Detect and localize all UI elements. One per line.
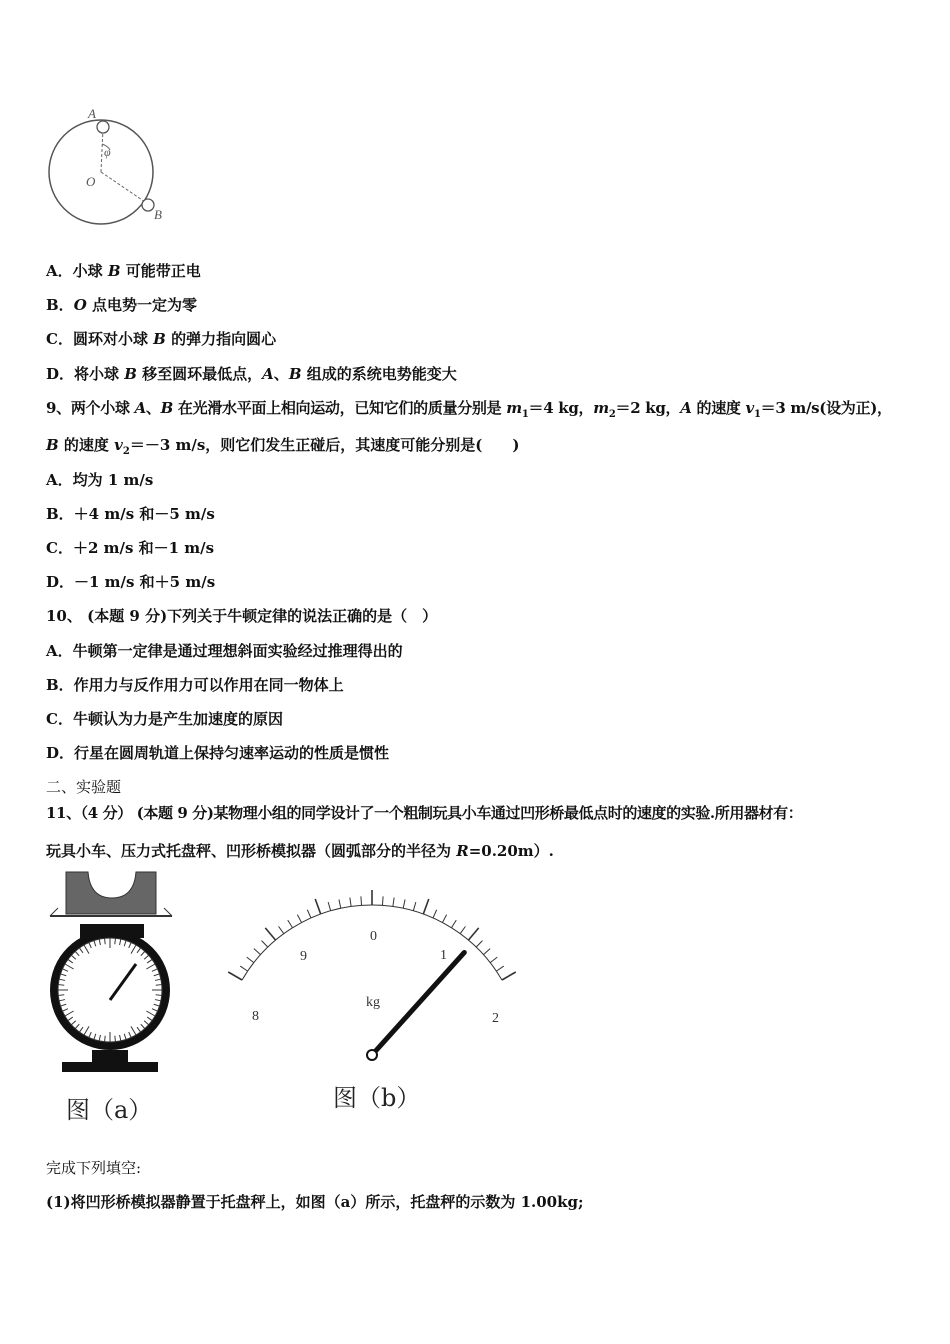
q11-stem-line2 bbox=[46, 840, 554, 861]
q9-option-d: D．－1 m/s 和＋5 m/s bbox=[46, 573, 216, 591]
section-heading: 二、实验题 bbox=[46, 778, 122, 796]
dial-b-needle bbox=[372, 952, 464, 1055]
bridge-left-foot bbox=[50, 908, 58, 916]
var: v bbox=[114, 436, 123, 454]
dial-b-tick bbox=[228, 972, 242, 980]
dial-label-9: 9 bbox=[300, 949, 307, 964]
q8-option-b bbox=[46, 294, 197, 315]
dial-b-tick bbox=[483, 949, 490, 955]
figure-b-caption: 图（b） bbox=[333, 1084, 421, 1112]
q9-stem-line1 bbox=[46, 397, 892, 420]
dial-b-tick bbox=[413, 902, 415, 911]
var: B bbox=[160, 399, 173, 417]
var: B bbox=[107, 262, 121, 280]
dial-tick bbox=[156, 995, 162, 996]
ball-B bbox=[142, 199, 154, 211]
dial-label-1: 1 bbox=[440, 948, 447, 963]
figure-a-scale bbox=[44, 868, 184, 1078]
text: 9、两个小球 bbox=[46, 399, 135, 417]
label-B: B bbox=[154, 207, 162, 222]
dial-b-tick bbox=[423, 899, 428, 914]
figure-a-caption: 图（a） bbox=[66, 1096, 153, 1124]
dial-b-tick bbox=[288, 920, 293, 928]
dial-b-tick bbox=[490, 957, 497, 963]
label-O: O bbox=[86, 174, 96, 189]
q10-option-a: A．牛顿第一定律是通过理想斜面实验经过推理得出的 bbox=[46, 642, 403, 660]
dial-tick bbox=[105, 1036, 106, 1042]
text: 可能带正电 bbox=[120, 262, 201, 280]
fill-title: 完成下列填空: bbox=[46, 1159, 142, 1177]
fill-item-1: (1)将凹形桥模拟器静置于托盘秤上，如图（a）所示，托盘秤的示数为 1.00kg; bbox=[46, 1193, 584, 1211]
dial-tick bbox=[156, 985, 162, 986]
text: C．圆环对小球 bbox=[46, 330, 154, 348]
q8-option-c bbox=[46, 328, 276, 349]
dial-tick bbox=[58, 985, 64, 986]
dial-b-tick bbox=[254, 949, 261, 955]
bridge-right-foot bbox=[164, 908, 172, 916]
subscript: 2 bbox=[608, 409, 616, 420]
dial-tick bbox=[58, 995, 64, 996]
dial-b-tick bbox=[468, 928, 478, 940]
label-A: A bbox=[88, 106, 96, 121]
dial-b-tick bbox=[307, 910, 311, 918]
text: 的速度 bbox=[58, 436, 115, 454]
label-angle: φ bbox=[104, 145, 111, 159]
text: 、 bbox=[273, 365, 289, 383]
dial-b-tick bbox=[403, 899, 405, 908]
var: m bbox=[593, 399, 609, 417]
var: A bbox=[134, 399, 146, 417]
radius-OB bbox=[101, 172, 148, 204]
scale-stem bbox=[92, 1050, 128, 1062]
dial-b-tick bbox=[476, 941, 482, 947]
q10-option-d: D．行星在圆周轨道上保持匀速率运动的性质是惯性 bbox=[46, 744, 390, 762]
dial-tick bbox=[115, 1036, 116, 1042]
text: 的速度 bbox=[691, 399, 746, 417]
text: B． bbox=[46, 296, 74, 314]
q8-option-a bbox=[46, 260, 201, 281]
dial-label-0: 0 bbox=[370, 929, 377, 944]
dial-b-tick bbox=[502, 972, 516, 980]
dial-b-tick bbox=[339, 899, 341, 908]
q8-option-d bbox=[46, 363, 457, 384]
var: m bbox=[506, 399, 522, 417]
text: 的弹力指向圆心 bbox=[165, 330, 277, 348]
scale-base bbox=[62, 1062, 158, 1072]
dial-b-tick bbox=[361, 896, 362, 905]
text: 在光滑水平面上相向运动，已知它们的质量分别是 bbox=[173, 399, 507, 417]
dial-label-2: 2 bbox=[492, 1011, 499, 1026]
subscript: 1 bbox=[753, 409, 761, 420]
dial-b-tick bbox=[247, 957, 254, 963]
dial-tick bbox=[105, 938, 106, 944]
dial-b-tick bbox=[262, 941, 268, 947]
var: A bbox=[262, 365, 274, 383]
dial-b-tick bbox=[315, 899, 320, 914]
dial-tick bbox=[115, 938, 116, 944]
text: ＝－3 m/s，则它们发生正碰后，其速度可能分别是( ) bbox=[129, 436, 520, 454]
text: ＝4 kg， bbox=[528, 399, 594, 417]
text: 玩具小车、压力式托盘秤、凹形桥模拟器（圆弧部分的半径为 bbox=[46, 842, 457, 860]
dial-b-tick bbox=[442, 915, 446, 923]
dial-b-tick bbox=[328, 902, 330, 911]
bridge-simulator bbox=[66, 872, 156, 914]
var: B bbox=[46, 436, 59, 454]
dial-b-tick bbox=[240, 966, 247, 971]
q10-option-b: B．作用力与反作用力可以作用在同一物体上 bbox=[46, 676, 344, 694]
text: ＝2 kg， bbox=[615, 399, 681, 417]
dial-b-tick bbox=[460, 926, 465, 933]
var: B bbox=[288, 365, 302, 383]
circle-ring-figure bbox=[40, 100, 180, 240]
dial-b-tick bbox=[279, 926, 284, 933]
subscript: 1 bbox=[521, 409, 529, 420]
text: 点电势一定为零 bbox=[86, 296, 197, 314]
dial-b-tick bbox=[350, 898, 351, 907]
dial-b-tick bbox=[265, 928, 275, 940]
text: 、 bbox=[145, 399, 161, 417]
radius-OA bbox=[101, 128, 103, 172]
text: D．将小球 bbox=[46, 365, 125, 383]
var: A bbox=[680, 399, 692, 417]
var: B bbox=[153, 330, 166, 348]
q9-option-c: C．＋2 m/s 和－1 m/s bbox=[46, 539, 215, 557]
dial-b-pivot bbox=[367, 1050, 377, 1060]
dial-b-tick bbox=[496, 966, 503, 971]
dial-b-tick bbox=[393, 898, 394, 907]
ball-A bbox=[97, 121, 109, 133]
text: =0.20m）. bbox=[468, 842, 554, 860]
text: A．小球 bbox=[46, 262, 108, 280]
q9-option-b: B．＋4 m/s 和－5 m/s bbox=[46, 505, 215, 523]
text: 移至圆环最低点， bbox=[136, 365, 263, 383]
q10-stem: 10、 (本题 9 分)下列关于牛顿定律的说法正确的是（ ） bbox=[46, 607, 438, 625]
q9-option-a: A．均为 1 m/s bbox=[46, 471, 154, 489]
dial-unit: kg bbox=[366, 995, 380, 1010]
text: ＝3 m/s(设为正)， bbox=[760, 399, 892, 417]
q11-stem-line1: 11、（4 分） (本题 9 分)某物理小组的同学设计了一个粗制玩具小车通过凹形桥最低点时的速度的实验.所用器材有： bbox=[46, 804, 803, 822]
q9-stem-line2 bbox=[46, 434, 519, 457]
figure-b-dial bbox=[220, 890, 540, 1070]
dial-label-8: 8 bbox=[252, 1009, 259, 1024]
dial-b-tick bbox=[382, 896, 383, 905]
var: R bbox=[456, 842, 469, 860]
dial-face bbox=[58, 938, 162, 1042]
var: O bbox=[73, 296, 87, 314]
q10-option-c: C．牛顿认为力是产生加速度的原因 bbox=[46, 710, 283, 728]
dial-b-tick bbox=[297, 915, 301, 923]
dial-b-tick bbox=[433, 910, 437, 918]
dial-b-tick bbox=[451, 920, 456, 928]
var: B bbox=[124, 365, 137, 383]
subscript: 2 bbox=[122, 446, 130, 457]
text: 组成的系统电势能变大 bbox=[301, 365, 457, 383]
var: v bbox=[745, 399, 754, 417]
